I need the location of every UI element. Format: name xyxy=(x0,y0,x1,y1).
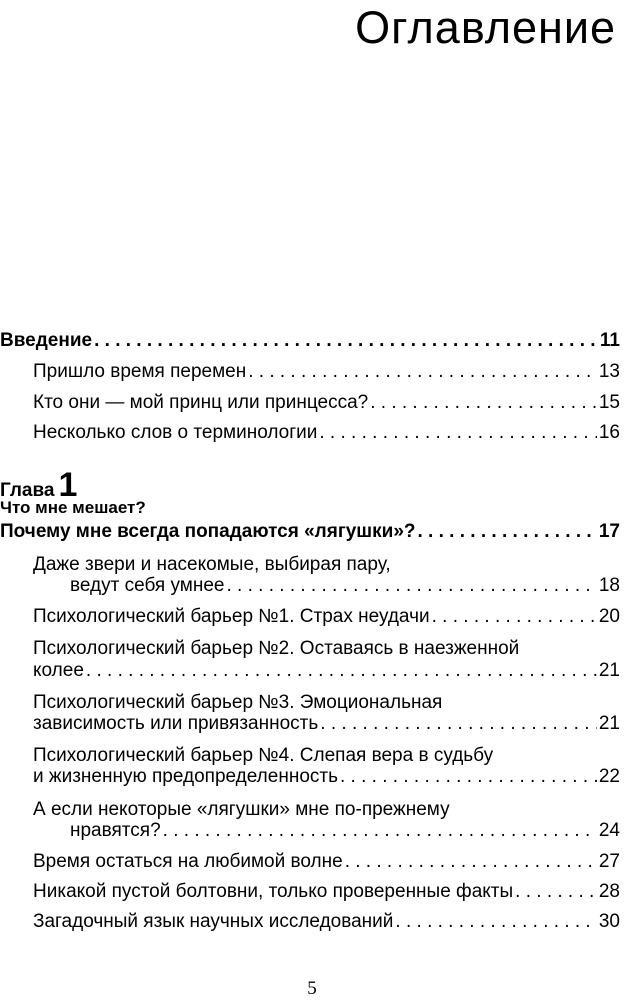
toc-entry-page: 27 xyxy=(598,851,620,872)
dot-leader xyxy=(418,521,597,543)
toc-entry-page: 15 xyxy=(598,392,620,413)
dot-leader xyxy=(319,422,596,444)
chapter-number: 1 xyxy=(58,466,78,504)
toc-entry-page: 16 xyxy=(598,422,620,443)
dot-leader xyxy=(515,881,597,903)
toc-entry-page: 30 xyxy=(598,911,620,932)
toc-entry-first-line[interactable]: Психологический барьер №4. Слепая вера в судьбу xyxy=(33,745,494,766)
toc-entry-page: 20 xyxy=(598,606,620,627)
chapter-word: Глава xyxy=(0,480,55,501)
toc-entry[interactable] xyxy=(33,766,620,796)
toc-entry-page: 17 xyxy=(598,521,620,542)
toc-entry-label: ведут себя умнее xyxy=(70,575,225,596)
toc-entry[interactable] xyxy=(33,422,620,452)
dot-leader xyxy=(370,392,597,414)
toc-entry-label: Почему мне всегда попадаются «лягушки»? xyxy=(0,521,416,542)
toc-entry-first-line[interactable]: А если некоторые «лягушки» мне по-прежнему xyxy=(33,799,450,820)
chapter-subtitle: Что мне мешает? xyxy=(0,498,146,517)
page-title: Оглавление xyxy=(355,2,616,53)
toc-entry[interactable] xyxy=(33,392,620,422)
dot-leader xyxy=(248,361,597,383)
toc-entry[interactable] xyxy=(33,660,620,690)
toc-entry-page: 21 xyxy=(598,660,620,681)
dot-leader xyxy=(320,713,597,735)
toc-entry[interactable] xyxy=(33,713,620,743)
toc-entry-label: Пришло время перемен xyxy=(33,361,247,382)
toc-entry-label: Психологический барьер №1. Страх неудачи xyxy=(33,606,430,627)
toc-entry-chapter-heading[interactable] xyxy=(0,521,620,551)
toc-entry[interactable] xyxy=(70,820,620,850)
dot-leader xyxy=(340,766,597,788)
toc-entry-page: 24 xyxy=(598,820,620,841)
toc-entry-page: 13 xyxy=(598,361,620,382)
toc-entry-intro[interactable] xyxy=(0,330,620,360)
toc-entry[interactable] xyxy=(33,361,620,391)
dot-leader xyxy=(432,606,597,628)
dot-leader xyxy=(395,911,596,933)
toc-entry-label: Загадочный язык научных исследований xyxy=(33,911,394,932)
toc-entry-label: Никакой пустой болтовни, только проверенные факты xyxy=(33,881,514,902)
toc-entry[interactable] xyxy=(70,575,620,605)
toc-entry-label: и жизненную предопределенность xyxy=(33,766,338,787)
toc-entry-label: колее xyxy=(33,660,84,681)
toc-entry-label: Кто они — мой принц или принцесса? xyxy=(33,392,369,413)
toc-entry-first-line[interactable]: Даже звери и насекомые, выбирая пару, xyxy=(33,554,391,575)
dot-leader xyxy=(226,575,596,597)
toc-entry-page: 28 xyxy=(598,881,620,902)
dot-leader xyxy=(86,660,597,682)
toc-entry-label: зависимость или привязанность xyxy=(33,713,319,734)
toc-entry[interactable] xyxy=(33,606,620,636)
toc-entry-label: нравятся? xyxy=(70,820,161,841)
toc-entry-first-line[interactable]: Психологический барьер №2. Оставаясь в наезженной xyxy=(33,638,520,659)
toc-entry-first-line[interactable]: Психологический барьер №3. Эмоциональная xyxy=(33,692,443,713)
dot-leader xyxy=(94,330,598,352)
toc-entry[interactable] xyxy=(33,851,620,881)
toc-entry-page: 18 xyxy=(598,575,620,596)
toc-entry[interactable] xyxy=(33,881,620,911)
dot-leader xyxy=(345,851,597,873)
toc-entry-page: 11 xyxy=(599,330,620,351)
toc-entry-label: Несколько слов о терминологии xyxy=(33,422,318,443)
toc-entry-page: 21 xyxy=(598,713,620,734)
toc-entry[interactable] xyxy=(33,911,620,941)
dot-leader xyxy=(163,820,597,842)
page-number: 5 xyxy=(307,978,317,999)
toc-entry-label: Введение xyxy=(0,330,93,351)
toc-entry-page: 22 xyxy=(598,766,620,787)
toc-entry-label: Время остаться на любимой волне xyxy=(33,851,343,872)
